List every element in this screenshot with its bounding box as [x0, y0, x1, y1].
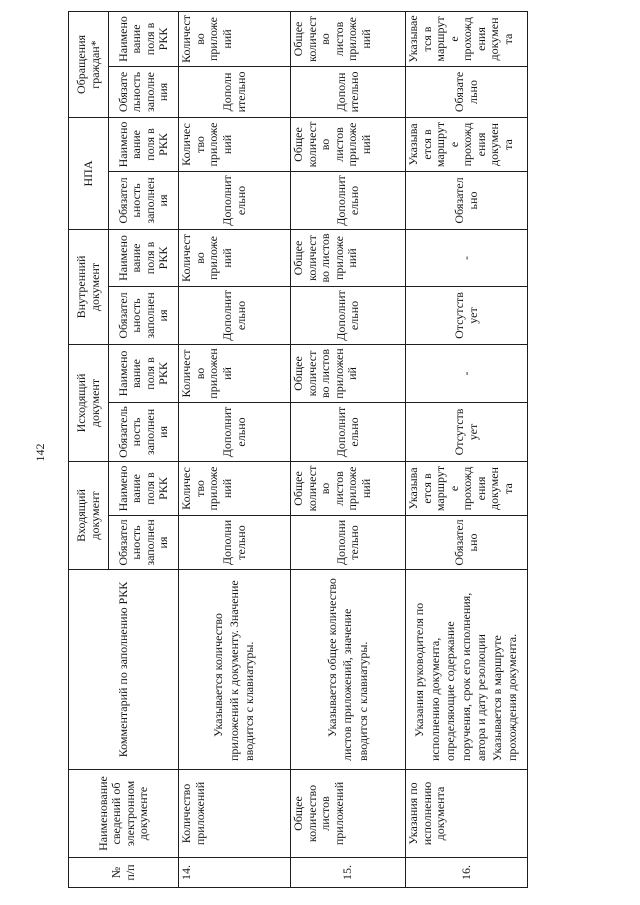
row-15-npa-field: Общее количество листов приложений — [291, 117, 406, 171]
subheader-npa-required: Обязательность заполнения — [109, 171, 179, 229]
row-16-outgoing-field: - — [406, 344, 528, 402]
row-16-citizens-required: Обязательно — [406, 66, 528, 117]
row-14-name: Количество приложений — [179, 770, 291, 858]
row-16-citizens-field: Указывается в маршруте прохождения документа — [406, 11, 528, 66]
subheader-incoming-required: Обязательность заполнения — [109, 516, 179, 570]
row-16-internal-required: Отсутствует — [406, 286, 528, 344]
table-row — [291, 11, 406, 887]
row-14-citizens-field: Количество приложений — [179, 11, 291, 66]
group-header-citizens: Обращения граждан* — [69, 11, 109, 117]
header-row — [69, 11, 109, 887]
header-comment: Комментарий по заполнению РКК — [69, 570, 179, 770]
row-14-outgoing-required: Дополнительно — [179, 402, 291, 461]
row-14-comment-text: Указывается количество приложений к документу. Значение вводится с клавиатуры. — [211, 580, 257, 761]
page-number: 142 — [33, 443, 47, 462]
row-15-name: Общее количество листов приложений — [291, 770, 406, 858]
row-14-internal-required: Дополнительно — [179, 286, 291, 344]
row-14-incoming-required: Дополнительно — [179, 516, 291, 570]
group-header-outgoing: Исходящий документ — [69, 344, 109, 461]
row-14-outgoing-field: Количество приложений — [179, 344, 291, 402]
row-15-num: 15. — [291, 858, 406, 888]
row-16-comment-note: Указывается в маршруте прохождения документа. — [489, 633, 520, 761]
row-14-incoming-field: Количество приложений — [179, 461, 291, 515]
header-name: Наименование сведений об электронном документе — [69, 770, 179, 858]
row-16-outgoing-required: Отсутствует — [406, 402, 528, 461]
subheader-outgoing-required: Обязательность заполнения — [109, 402, 179, 461]
row-14-num: 14. — [179, 858, 291, 888]
subheader-citizens-required: Обязательность заполнения — [109, 66, 179, 117]
row-15-citizens-field: Общее количество листов приложений — [291, 11, 406, 66]
row-15-npa-required: Дополнительно — [291, 171, 406, 229]
electronic-document-fields-table — [68, 11, 528, 888]
row-16-name: Указания по исполнению документа — [406, 770, 528, 858]
row-15-comment-text: Указывается общее количество листов приложений, значение вводится с клавиатуры. — [324, 578, 370, 761]
row-16-comment-text: Указания руководителя по исполнению документа, определяющие содержание поручения, срок его исполнения, автора и дату резолюции — [412, 592, 489, 761]
group-header-incoming: Входящий документ — [69, 461, 109, 569]
table-row — [406, 11, 528, 887]
row-16-incoming-required: Обязательно — [406, 516, 528, 570]
group-header-npa: НПА — [69, 117, 109, 229]
subheader-outgoing-field: Наименование поля в РКК — [109, 344, 179, 402]
row-15-outgoing-required: Дополнительно — [291, 402, 406, 461]
row-14-internal-field: Количество приложений — [179, 229, 291, 286]
subheader-incoming-field: Наименование поля в РКК — [109, 461, 179, 515]
row-14-npa-field: Количество приложений — [179, 117, 291, 171]
row-15-internal-required: Дополнительно — [291, 286, 406, 344]
row-15-outgoing-field: Общее количество листов приложений — [291, 344, 406, 402]
row-16-internal-field: - — [406, 229, 528, 286]
row-15-incoming-required: Дополнительно — [291, 516, 406, 570]
row-14-citizens-required: Дополнительно — [179, 66, 291, 117]
row-15-incoming-field: Общее количество листов приложений — [291, 461, 406, 515]
subheader-internal-required: Обязательность заполнения — [109, 286, 179, 344]
row-14-npa-required: Дополнительно — [179, 171, 291, 229]
header-num: № п/п — [69, 858, 179, 888]
row-15-citizens-required: Дополнительно — [291, 66, 406, 117]
row-15-comment — [291, 570, 406, 770]
row-14-comment — [179, 570, 291, 770]
row-15-internal-field: Общее количество листов приложений — [291, 229, 406, 286]
row-16-npa-field: Указывается в маршруте прохождения документа — [406, 117, 528, 171]
row-16-num: 16. — [406, 858, 528, 888]
row-16-comment — [406, 570, 528, 770]
subheader-npa-field: Наименование поля в РКК — [109, 117, 179, 171]
subheader-citizens-field: Наименование поля в РКК — [109, 11, 179, 66]
row-16-npa-required: Обязательно — [406, 171, 528, 229]
group-header-internal: Внутренний документ — [69, 229, 109, 344]
subheader-internal-field: Наименование поля в РКК — [109, 229, 179, 286]
row-16-incoming-field: Указывается в маршруте прохождения документа — [406, 461, 528, 515]
table-row — [179, 11, 291, 887]
